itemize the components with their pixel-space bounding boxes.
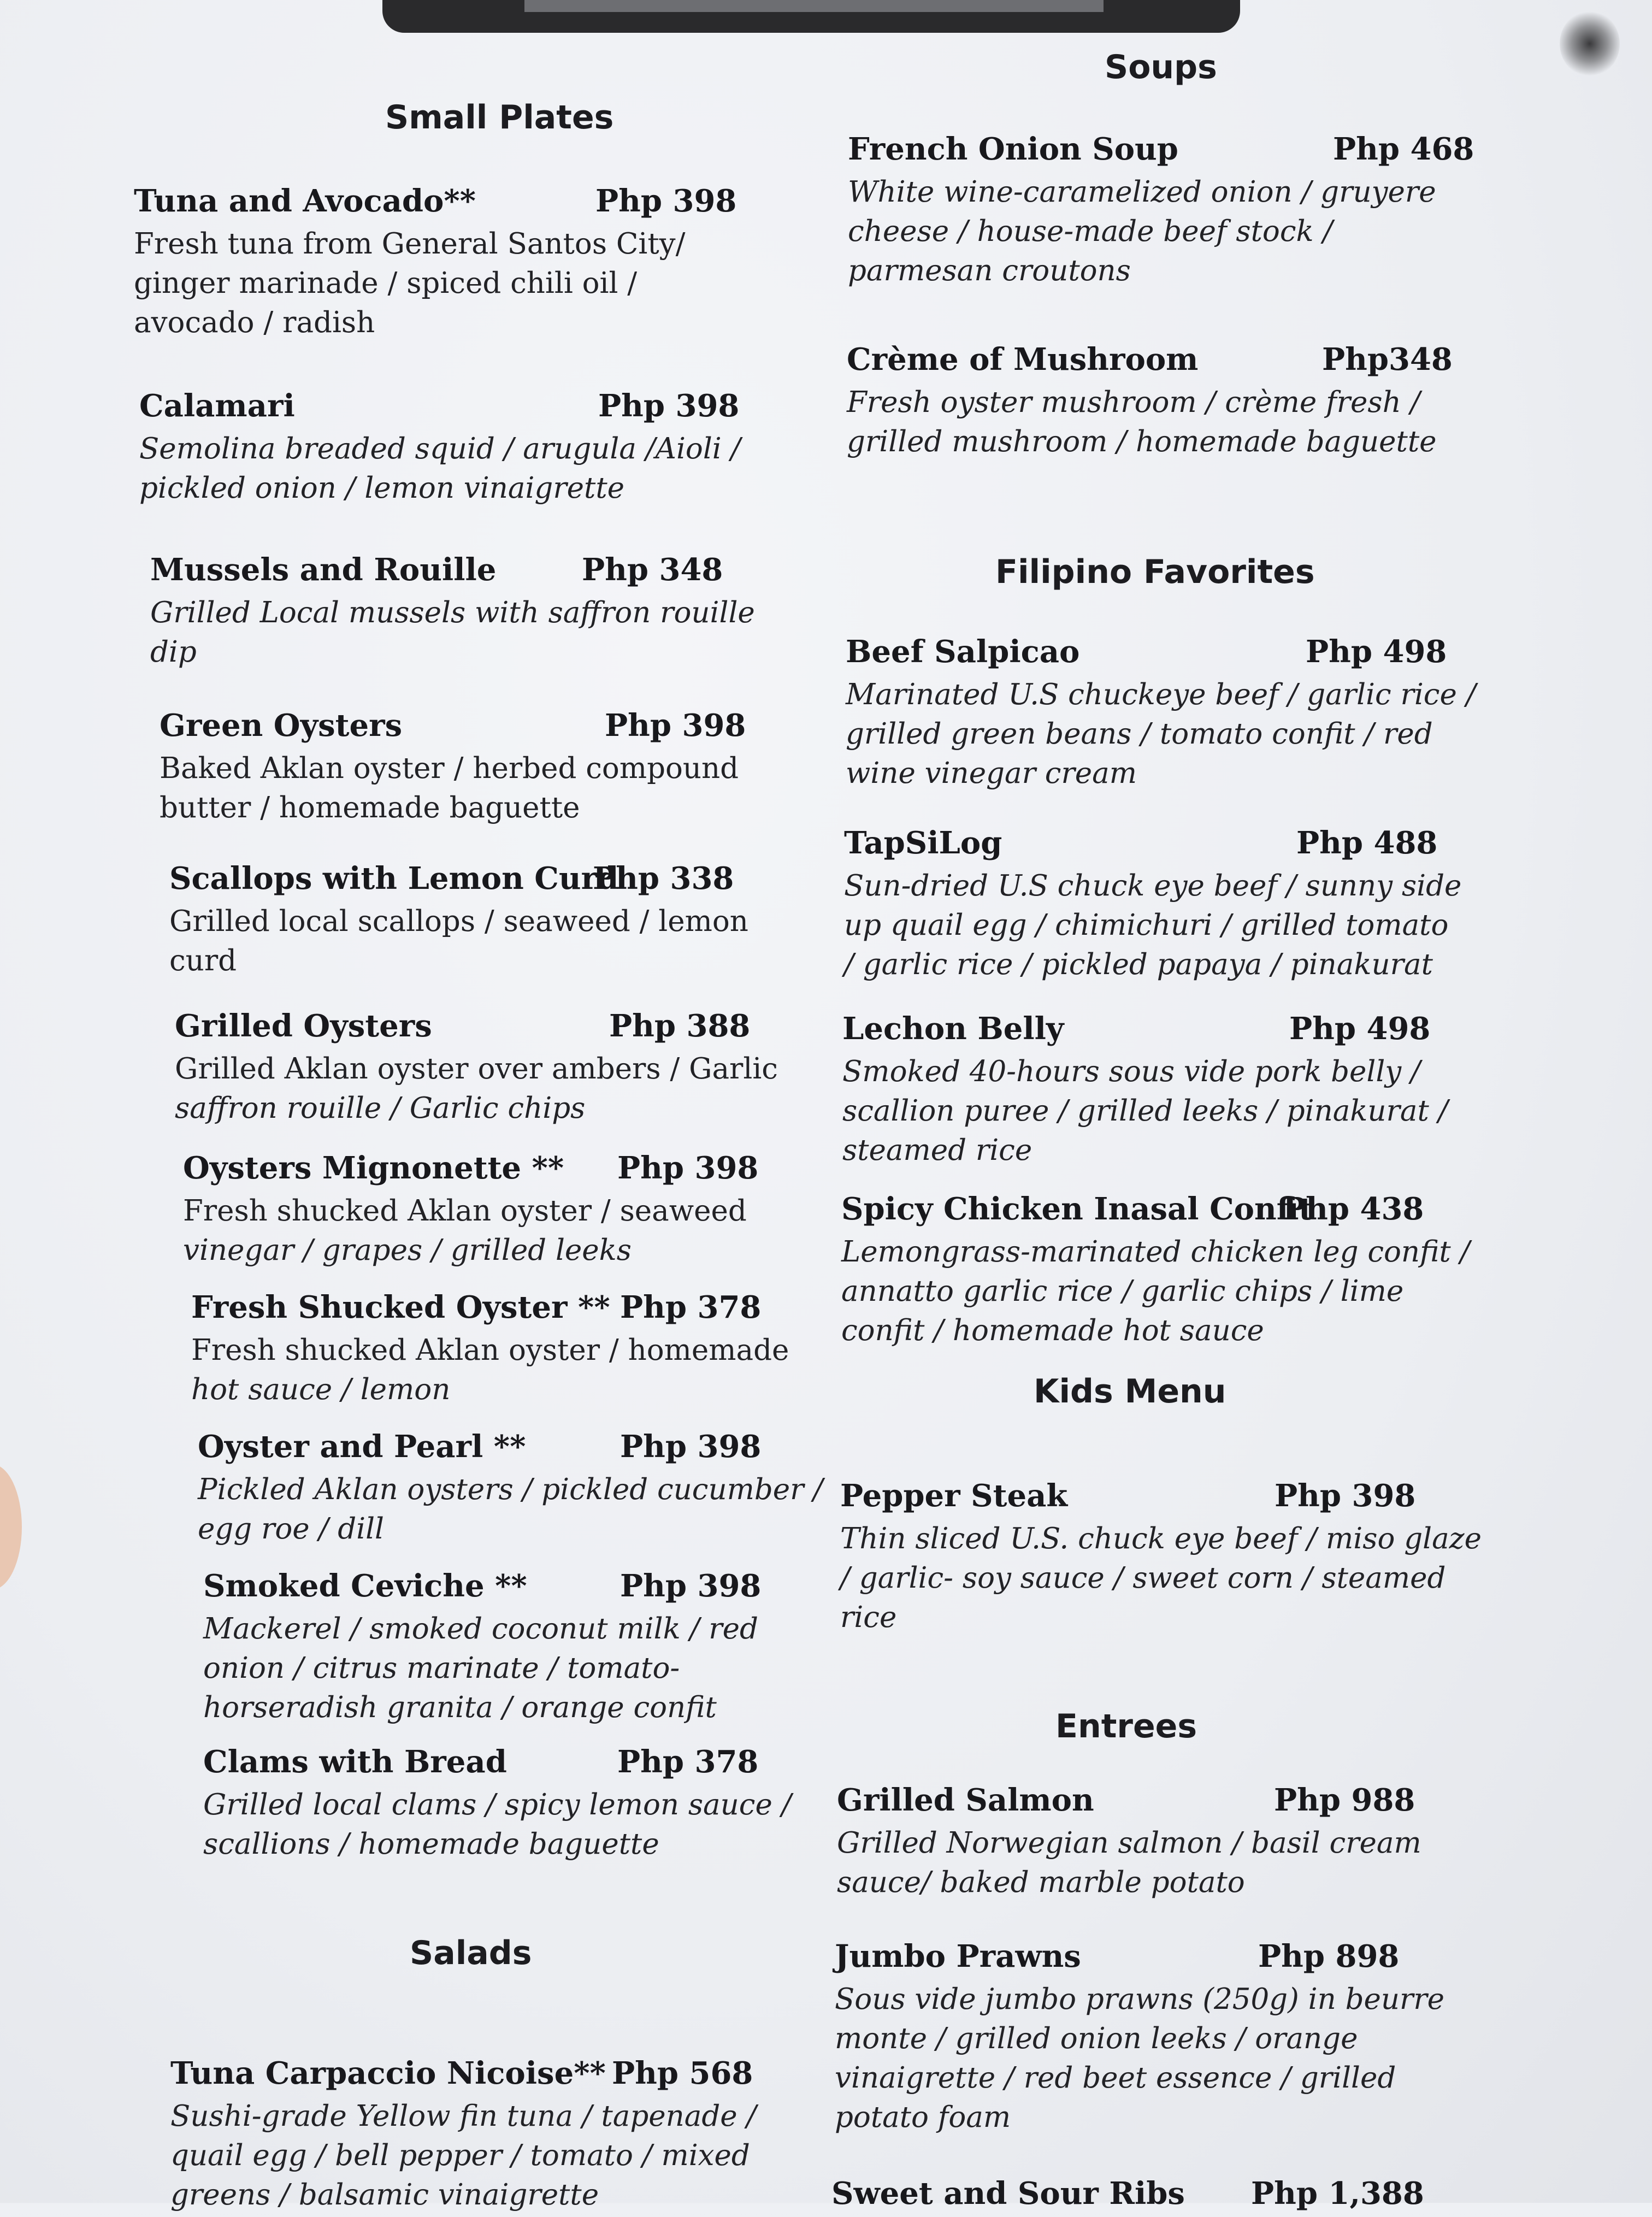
soups-heading: Soups xyxy=(1105,48,1217,86)
item-price: Php 398 xyxy=(620,1568,762,1604)
small-plates-heading: Small Plates xyxy=(385,98,614,137)
item-desc-line: onion / citrus marinate / tomato- xyxy=(203,1652,680,1685)
item-price: Php 468 xyxy=(1333,131,1474,167)
item-desc-line: grilled green beans / tomato confit / red xyxy=(846,717,1433,751)
item-name: Crème of Mushroom xyxy=(847,341,1199,378)
item-desc-line: Baked Aklan oyster / herbed compound xyxy=(160,752,739,785)
menu-item xyxy=(191,1289,789,1410)
item-name: Jumbo Prawns xyxy=(835,1938,1081,1974)
item-desc-line: sauce/ baked marble potato xyxy=(837,1866,1245,1899)
entrees-heading: Entrees xyxy=(1055,1707,1197,1746)
item-desc-line: Sous vide jumbo prawns (250g) in beurre xyxy=(835,1983,1445,2016)
menu-item xyxy=(170,2055,756,2215)
item-price: Php 438 xyxy=(1283,1191,1424,1227)
item-name: Sweet and Sour Ribs xyxy=(831,2175,1185,2212)
item-desc-line: potato foam xyxy=(835,2101,1011,2134)
item-name: Grilled Oysters xyxy=(175,1008,432,1044)
menu-item xyxy=(842,1011,1448,1170)
item-price: Php 378 xyxy=(617,1744,759,1780)
item-name: Green Oysters xyxy=(160,707,403,744)
item-price: Php 398 xyxy=(598,388,740,424)
item-name: Tuna and Avocado** xyxy=(134,183,476,219)
item-price: Php 398 xyxy=(595,183,737,219)
item-desc-line: Fresh tuna from General Santos City/ xyxy=(134,227,686,261)
menu-item xyxy=(844,825,1461,984)
item-name: Spicy Chicken Inasal Confit xyxy=(841,1191,1313,1227)
item-desc-line: horseradish granita / orange confit xyxy=(203,1691,717,1724)
item-price: Php 988 xyxy=(1274,1782,1415,1818)
menu-item xyxy=(835,1938,1444,2137)
item-price: Php 568 xyxy=(612,2055,753,2091)
item-desc-line: Smoked 40-hours sous vide pork belly / xyxy=(842,1055,1420,1088)
item-name: TapSiLog xyxy=(844,825,1002,861)
item-price: Php 348 xyxy=(582,552,723,588)
item-desc-line: scallions / homemade baguette xyxy=(203,1827,659,1861)
item-name: French Onion Soup xyxy=(848,131,1178,167)
item-desc-line: monte / grilled onion leeks / orange xyxy=(835,2022,1358,2055)
item-desc-line: scallion puree / grilled leeks / pinakurat / xyxy=(842,1094,1448,1128)
item-name: Oyster and Pearl ** xyxy=(198,1429,526,1465)
item-desc-line: dip xyxy=(150,635,197,669)
item-desc-line: Grilled Aklan oyster over ambers / Garlic xyxy=(175,1052,778,1086)
menu-item xyxy=(841,1191,1470,1351)
menu-item xyxy=(134,183,737,343)
item-desc-line: Grilled local scallops / seaweed / lemon xyxy=(169,905,748,938)
item-desc-line: rice xyxy=(840,1601,897,1634)
item-desc-line: Lemongrass-marinated chicken leg confit / xyxy=(841,1235,1470,1269)
menu-item xyxy=(840,1478,1482,1637)
item-name: Grilled Salmon xyxy=(837,1782,1094,1818)
menu-item xyxy=(183,1150,759,1270)
menu-item xyxy=(150,552,755,672)
item-name: Pepper Steak xyxy=(840,1478,1068,1514)
kids-menu-heading: Kids Menu xyxy=(1034,1372,1226,1411)
item-desc-line: quail egg / bell pepper / tomato / mixed xyxy=(170,2139,750,2172)
item-name: Oysters Mignonette ** xyxy=(183,1150,564,1186)
filipino-favorites-heading: Filipino Favorites xyxy=(995,553,1315,591)
item-desc-line: Fresh shucked Aklan oyster / homemade xyxy=(191,1334,789,1367)
item-price: Php 488 xyxy=(1296,825,1438,861)
item-desc-line: egg roe / dill xyxy=(198,1512,385,1546)
item-desc-line: Grilled local clams / spicy lemon sauce / xyxy=(203,1788,792,1821)
menu-item xyxy=(160,707,746,828)
ink-smudge xyxy=(1560,11,1620,76)
item-desc-line: wine vinegar cream xyxy=(846,757,1137,790)
item-price: Php 1,388 xyxy=(1251,2175,1424,2212)
item-desc-line: Fresh oyster mushroom / crème fresh / xyxy=(847,386,1420,419)
item-desc-line: / garlic rice / pickled papaya / pinakurat xyxy=(844,948,1433,981)
item-desc-line: White wine-caramelized onion / gruyere xyxy=(848,175,1436,209)
item-price: Php 398 xyxy=(620,1429,762,1465)
item-desc-line: up quail egg / chimichuri / grilled tomato xyxy=(844,909,1449,942)
item-price: Php 498 xyxy=(1289,1011,1431,1047)
item-desc-line: avocado / radish xyxy=(134,306,375,339)
item-price: Php348 xyxy=(1322,341,1453,378)
menu-item xyxy=(848,131,1474,291)
item-name: Scallops with Lemon Curd xyxy=(169,860,619,897)
item-desc-line: greens / balsamic vinaigrette xyxy=(170,2178,599,2212)
item-name: Smoked Ceviche ** xyxy=(203,1568,527,1604)
item-desc-line: / garlic- soy sauce / sweet corn / steamed xyxy=(840,1561,1446,1595)
menu-item xyxy=(198,1429,823,1549)
item-desc-line: Mackerel / smoked coconut milk / red xyxy=(203,1612,758,1646)
item-desc-line: Thin sliced U.S. chuck eye beef / miso glaze xyxy=(840,1522,1482,1555)
salads-heading: Salads xyxy=(410,1934,532,1972)
item-price: Php 398 xyxy=(617,1150,759,1186)
item-name: Lechon Belly xyxy=(842,1011,1064,1047)
item-price: Php 498 xyxy=(1306,634,1447,670)
item-price: Php 398 xyxy=(1275,1478,1416,1514)
item-desc-line: Sushi-grade Yellow fin tuna / tapenade / xyxy=(170,2100,757,2133)
menu-item xyxy=(203,1744,792,1864)
item-name: Mussels and Rouille xyxy=(150,552,497,588)
item-desc-line: Grilled Norwegian salmon / basil cream xyxy=(837,1826,1421,1860)
menu-item xyxy=(837,1782,1421,1902)
item-desc-line: vinaigrette / red beet essence / grilled xyxy=(835,2061,1396,2095)
item-desc-line: parmesan croutons xyxy=(848,254,1131,287)
item-desc-line: Marinated U.S chuckeye beef / garlic rice / xyxy=(846,678,1476,711)
item-name: Tuna Carpaccio Nicoise** xyxy=(170,2055,606,2091)
menu-item xyxy=(139,388,740,508)
item-desc-line: annatto garlic rice / garlic chips / lime xyxy=(841,1275,1404,1308)
item-desc-line: steamed rice xyxy=(842,1134,1032,1167)
item-desc-line: Grilled Local mussels with saffron rouille xyxy=(150,596,755,629)
item-desc-line: saffron rouille / Garlic chips xyxy=(175,1092,586,1125)
item-desc-line: curd xyxy=(169,944,237,977)
clipboard-clip-bar xyxy=(524,0,1104,12)
item-desc-line: Pickled Aklan oysters / pickled cucumber / xyxy=(198,1473,823,1506)
item-price: Php 378 xyxy=(620,1289,762,1325)
menu-item xyxy=(846,634,1476,793)
item-desc-line: pickled onion / lemon vinaigrette xyxy=(139,471,624,505)
item-desc-line: grilled mushroom / homemade baguette xyxy=(847,425,1437,458)
item-price: Php 398 xyxy=(605,707,746,744)
item-desc-line: hot sauce / lemon xyxy=(191,1373,451,1406)
menu-item xyxy=(169,860,748,981)
item-desc-line: confit / homemade hot sauce xyxy=(841,1314,1264,1347)
item-name: Fresh Shucked Oyster ** xyxy=(191,1289,610,1325)
item-price: Php 898 xyxy=(1258,1938,1400,1974)
item-desc-line: Semolina breaded squid / arugula /Aioli / xyxy=(139,432,741,465)
item-desc-line: butter / homemade baguette xyxy=(160,791,580,824)
item-desc-line: cheese / house-made beef stock / xyxy=(848,215,1333,248)
item-desc-line: Fresh shucked Aklan oyster / seaweed xyxy=(183,1194,747,1228)
item-name: Beef Salpicao xyxy=(846,634,1080,670)
item-desc-line: Sun-dried U.S chuck eye beef / sunny side xyxy=(844,869,1462,903)
item-name: Calamari xyxy=(139,388,295,424)
menu-item xyxy=(203,1568,762,1727)
item-desc-line: vinegar / grapes / grilled leeks xyxy=(183,1234,632,1267)
item-price: Php 388 xyxy=(609,1008,751,1044)
item-name: Clams with Bread xyxy=(203,1744,507,1780)
item-price: Php 338 xyxy=(593,860,734,897)
menu-item xyxy=(847,341,1453,462)
item-desc-line: ginger marinade / spiced chili oil / xyxy=(134,267,638,300)
menu-item xyxy=(175,1008,778,1128)
